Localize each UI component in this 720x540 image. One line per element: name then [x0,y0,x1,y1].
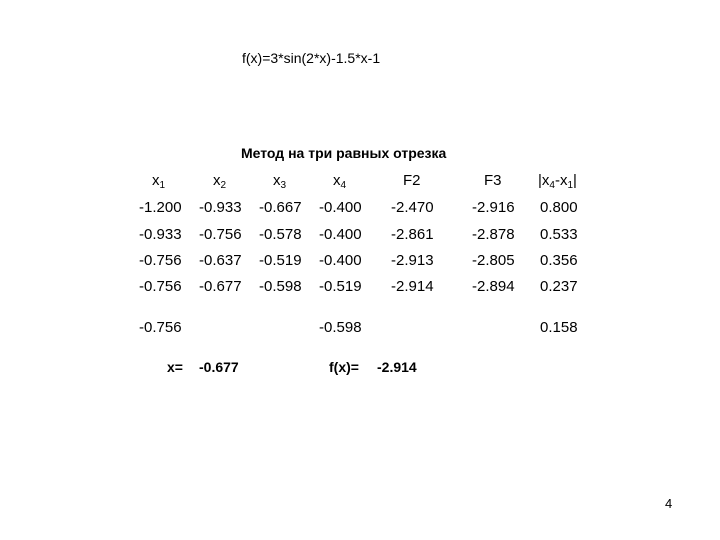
result-x-label: x= [167,359,183,375]
table-cell: -0.400 [319,226,362,243]
result-fx-label: f(x)= [329,359,359,375]
table-cell: 0.158 [540,319,578,336]
result-fx-value: -2.914 [377,359,417,375]
table-cell: -2.470 [391,199,434,216]
table-cell: -0.756 [139,278,182,295]
result-x-value: -0.677 [199,359,239,375]
table-cell: 0.237 [540,278,578,295]
header-x1: $x_1$ [152,172,166,191]
table-cell: 0.533 [540,226,578,243]
header-f3: F3 [484,172,502,189]
table-cell: 0.800 [540,199,578,216]
table-cell: -2.894 [472,278,515,295]
table-cell: -0.519 [319,278,362,295]
table-cell: -0.400 [319,252,362,269]
table-cell: -2.916 [472,199,515,216]
table-cell: -0.598 [319,319,362,336]
page-number: 4 [665,496,673,511]
table-cell: -0.756 [139,252,182,269]
header-x3: $x_3$ [273,172,287,191]
table-cell: -0.667 [259,199,302,216]
table-cell: -1.200 [139,199,182,216]
table-cell: -2.805 [472,252,515,269]
table-cell: -2.861 [391,226,434,243]
table-cell: 0.356 [540,252,578,269]
table-cell: -0.637 [199,252,242,269]
table-cell: -0.756 [139,319,182,336]
table-cell: -0.677 [199,278,242,295]
table-cell: -0.519 [259,252,302,269]
table-cell: -0.598 [259,278,302,295]
header-x2: $x_2$ [213,172,227,191]
table-cell: -2.913 [391,252,434,269]
table-cell: -0.400 [319,199,362,216]
table-cell: -0.756 [199,226,242,243]
header-f2: F2 [403,172,421,189]
table-cell: -0.933 [199,199,242,216]
table-cell: -0.578 [259,226,302,243]
table-cell: -2.878 [472,226,515,243]
method-title: Метод на три равных отрезка [241,145,447,161]
table-cell: -2.914 [391,278,434,295]
header-x4: $x_4$ [333,172,347,191]
function-title: f(x)=3*sin(2*x)-1.5*x-1 [242,50,381,66]
table-cell: -0.933 [139,226,182,243]
header-diff: $|x_4-x_1|$ [538,172,577,191]
